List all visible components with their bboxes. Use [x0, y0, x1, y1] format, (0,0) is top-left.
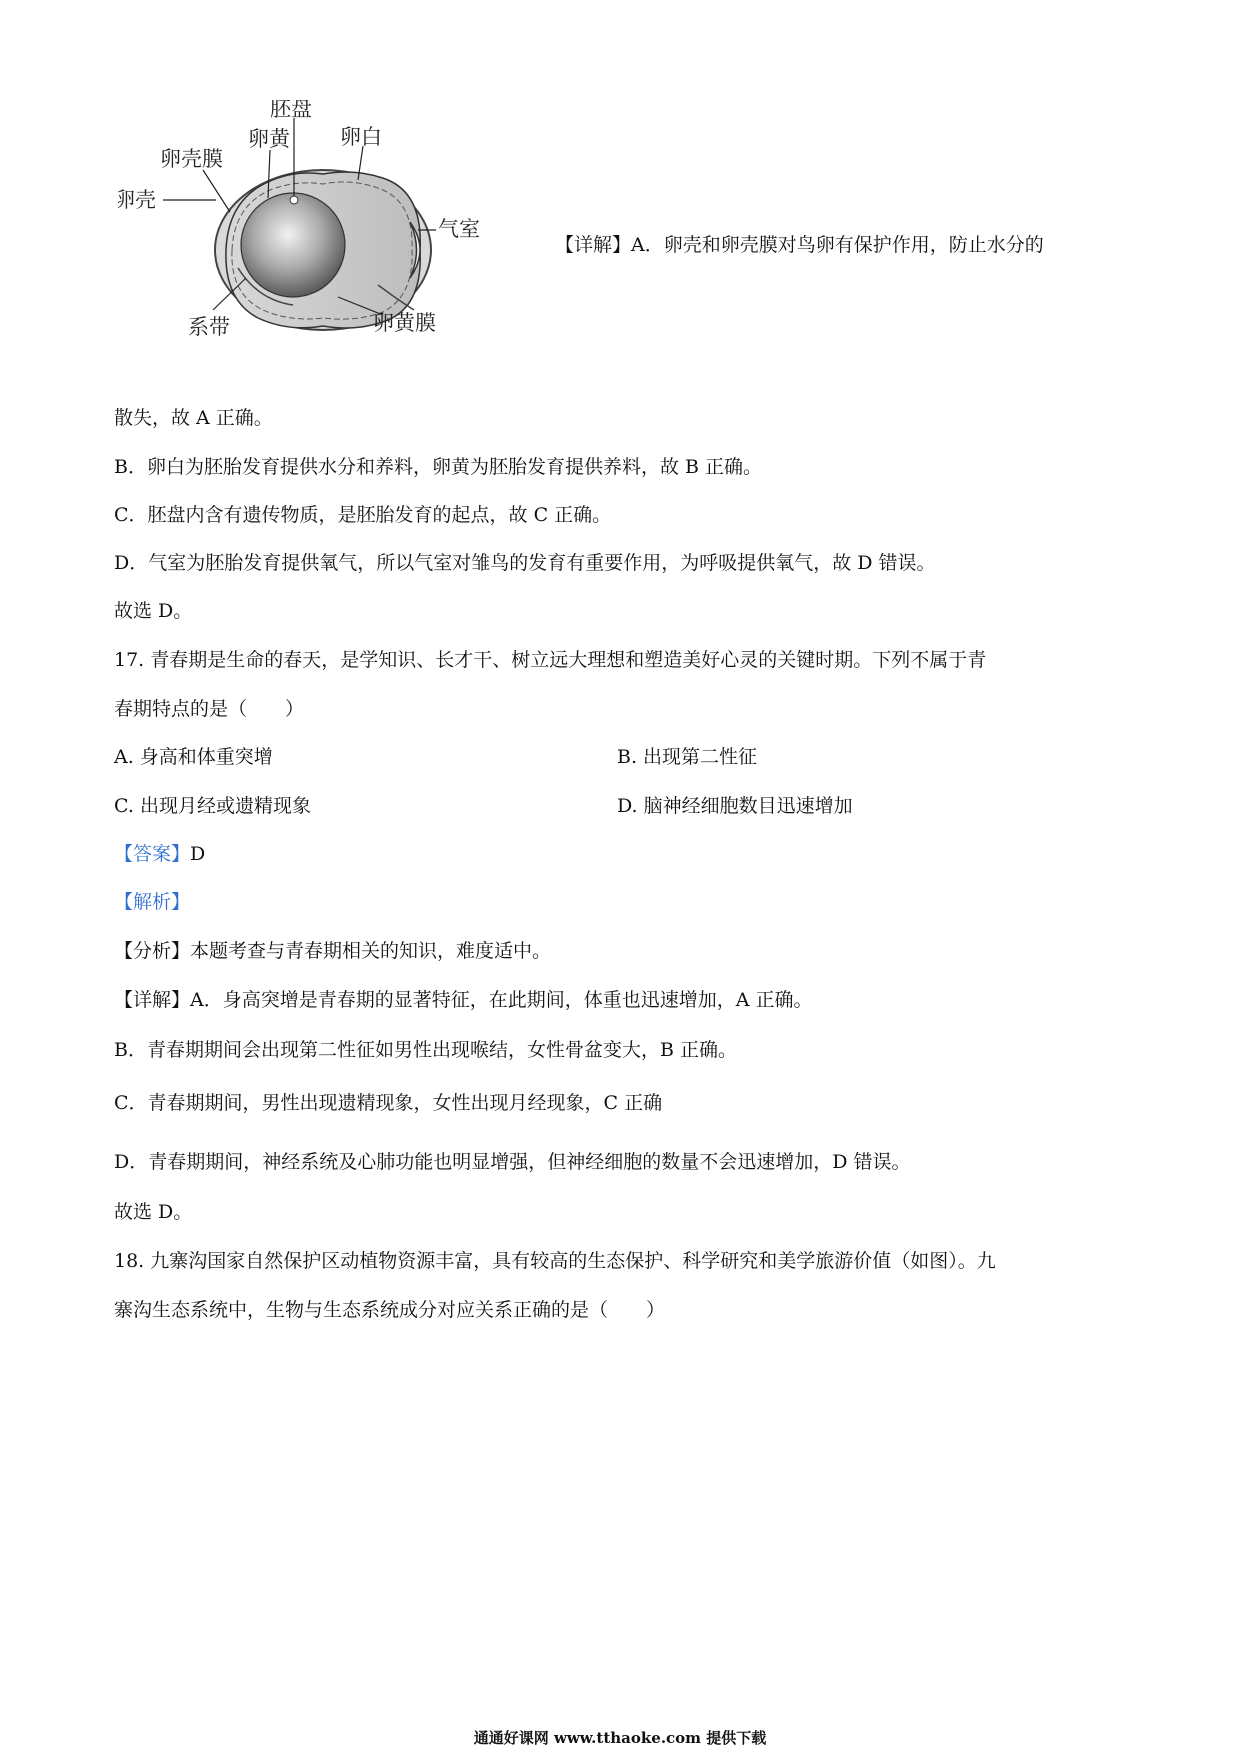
q17-detail-a: 【详解】A．身高突增是青春期的显著特征，在此期间，体重也迅速增加，A 正确。	[114, 989, 813, 1011]
q17-stem-line2: 春期特点的是（ ）	[114, 698, 305, 720]
page-footer: 通通好课网 www.tthaoke.com 提供下载	[473, 1729, 767, 1747]
q17-explanation-b: B．青春期期间会出现第二性征如男性出现喉结，女性骨盆变大，B 正确。	[114, 1039, 737, 1061]
q16-explanation-c: C．胚盘内含有遗传物质，是胚胎发育的起点，故 C 正确。	[114, 504, 612, 526]
label-shell-membrane: 卵壳膜	[160, 147, 223, 171]
q17-answer-value: D	[190, 843, 206, 865]
label-yolk: 卵黄	[248, 127, 290, 151]
q17-option-d: D. 脑神经细胞数目迅速增加	[617, 795, 853, 817]
q16-detail-a-start: 【详解】A．卵壳和卵壳膜对鸟卵有保护作用，防止水分的	[555, 234, 1044, 256]
q17-answer	[114, 839, 205, 866]
label-shell: 卵壳	[118, 188, 156, 212]
label-air-cell: 气室	[438, 217, 480, 241]
q17-explanation-d: D．青春期期间，神经系统及心肺功能也明显增强，但神经细胞的数量不会迅速增加，D 错误。	[114, 1151, 911, 1173]
q18-stem-line2: 寨沟生态系统中，生物与生态系统成分对应关系正确的是（ ）	[114, 1299, 666, 1321]
egg-structure-diagram	[118, 100, 538, 385]
q17-answer-label: 【答案】	[114, 843, 191, 865]
q17-analysis-label: 【解析】	[114, 891, 191, 913]
q17-analysis: 【分析】本题考查与青春期相关的知识，难度适中。	[114, 940, 552, 962]
q17-option-b: B. 出现第二性征	[617, 746, 758, 768]
q16-explanation-b: B．卵白为胚胎发育提供水分和养料，卵黄为胚胎发育提供养料，故 B 正确。	[114, 456, 763, 478]
embryo-disc-shape	[290, 196, 298, 204]
yolk-shape	[241, 193, 345, 297]
q17-option-a: A. 身高和体重突增	[114, 746, 273, 768]
q17-stem-line1: 17. 青春期是生命的春天，是学知识、长才干、树立远大理想和塑造美好心灵的关键时期。下列不属于青	[114, 649, 987, 671]
label-embryo-disc: 胚盘	[270, 100, 312, 121]
label-chalaza: 系带	[188, 315, 230, 339]
q16-explanation-d: D．气室为胚胎发育提供氧气，所以气室对雏鸟的发育有重要作用，为呼吸提供氧气，故 D 错误。	[114, 552, 936, 574]
q18-stem-line1: 18. 九寨沟国家自然保护区动植物资源丰富，具有较高的生态保护、科学研究和美学旅游价值（如图）。九	[114, 1250, 996, 1272]
label-yolk-membrane: 卵黄膜	[373, 311, 436, 335]
q16-detail-a-end: 散失，故 A 正确。	[114, 407, 273, 429]
q17-explanation-c: C．青春期期间，男性出现遗精现象，女性出现月经现象，C 正确	[114, 1092, 663, 1114]
q16-conclusion: 故选 D。	[114, 600, 193, 622]
egg-diagram-svg	[118, 100, 538, 385]
q17-option-c: C. 出现月经或遗精现象	[114, 795, 311, 817]
q17-conclusion: 故选 D。	[114, 1201, 193, 1223]
label-albumen: 卵白	[340, 125, 382, 149]
